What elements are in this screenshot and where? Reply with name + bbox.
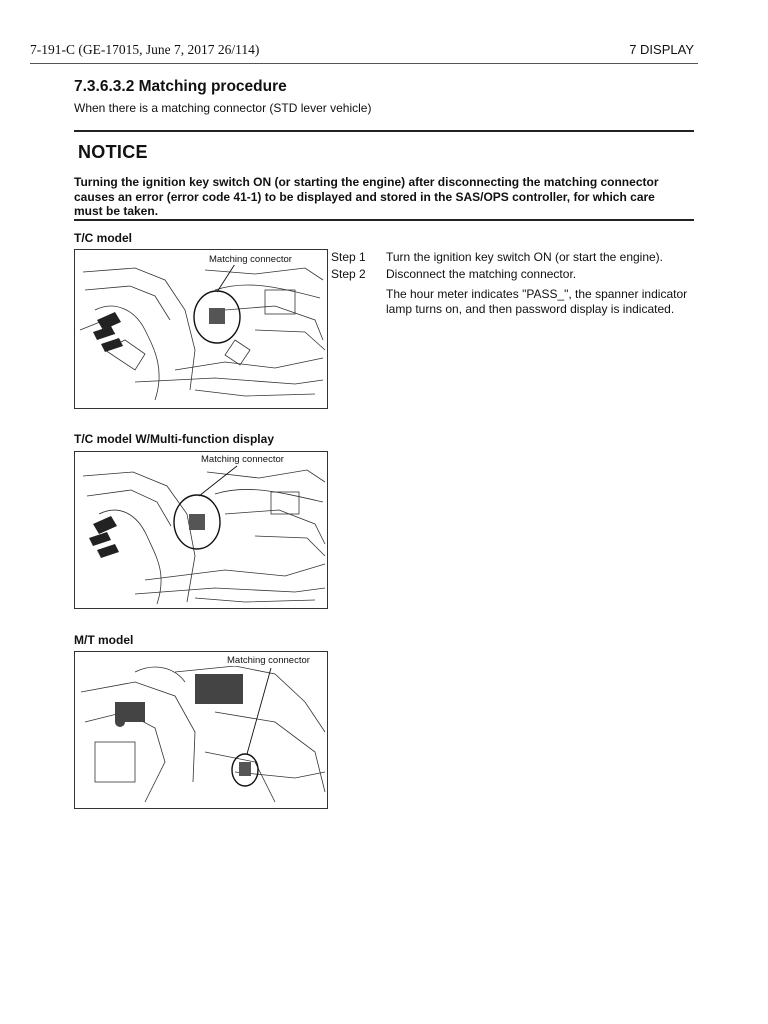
- engine-diagram-tc: [75, 250, 327, 408]
- step-note: The hour meter indicates "PASS_", the spanner indicator lamp turns on, and then password display is indicated.: [386, 287, 688, 316]
- callout-matching-connector: Matching connector: [201, 454, 284, 465]
- engine-diagram-mt: [75, 652, 327, 808]
- notice-title: NOTICE: [78, 142, 148, 162]
- section-title: 7.3.6.3.2 Matching procedure: [74, 78, 287, 95]
- notice-top-rule: [74, 130, 694, 132]
- section-subtitle: When there is a matching connector (STD lever vehicle): [74, 101, 372, 115]
- header-divider: [30, 63, 698, 64]
- step-list: [331, 249, 693, 317]
- notice-bottom-rule: [74, 219, 694, 221]
- header-document-id: 7-191-C (GE-17015, June 7, 2017 26/114): [30, 42, 260, 57]
- step-text: Turn the ignition key switch ON (or start the engine).: [386, 250, 664, 264]
- step-row: [331, 249, 693, 266]
- step-number: Step 1: [331, 250, 366, 264]
- figure-label-tc-multifunction: T/C model W/Multi-function display: [74, 432, 274, 446]
- figure-label-tc-model: T/C model: [74, 231, 133, 245]
- notice-body: Turning the ignition key switch ON (or starting the engine) after disconnecting the matching connector causes an error (error code 41-1) to be displayed and stored in the SAS/OPS controller, for which care must be taken.: [74, 175, 659, 218]
- header-chapter: 7 DISPLAY: [629, 42, 694, 57]
- step-number: Step 2: [331, 266, 366, 281]
- step-row: [331, 266, 693, 283]
- figure-tc-model: [74, 249, 328, 409]
- callout-matching-connector: Matching connector: [227, 655, 310, 666]
- figure-mt-model: [74, 651, 328, 809]
- engine-diagram-tc-mfd: [75, 452, 327, 608]
- step-text: Disconnect the matching connector.: [386, 266, 577, 281]
- callout-matching-connector: Matching connector: [209, 254, 292, 265]
- figure-label-mt-model: M/T model: [74, 633, 134, 647]
- figure-tc-multifunction: [74, 451, 328, 609]
